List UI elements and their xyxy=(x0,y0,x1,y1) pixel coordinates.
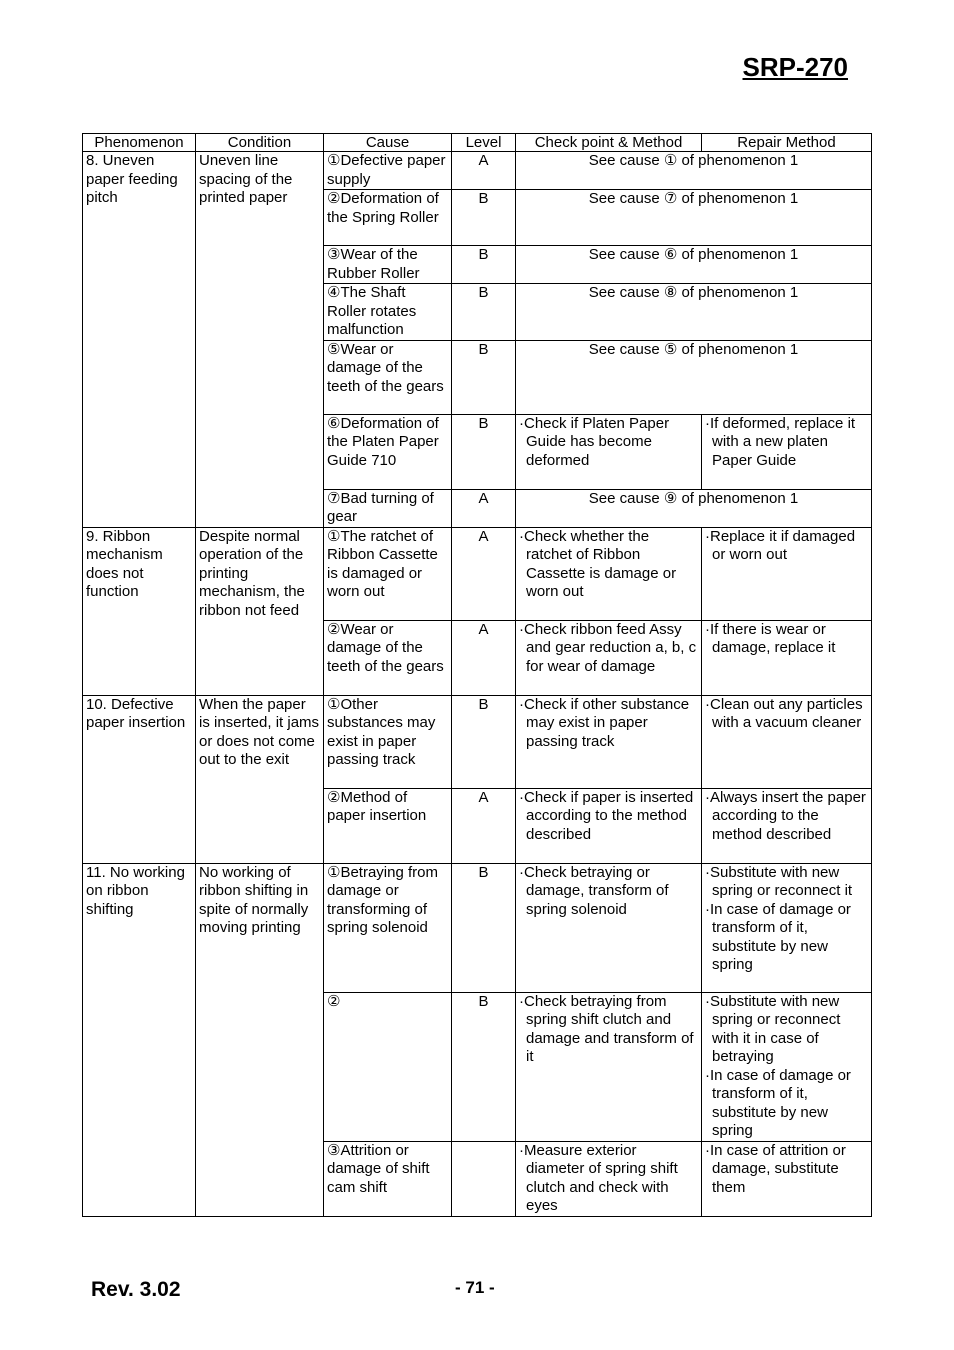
repair-method-cell xyxy=(702,695,872,788)
level-cell: B xyxy=(452,863,516,992)
phenomenon-cell: 8. Uneven paper feeding pitch xyxy=(83,152,196,528)
level-cell: B xyxy=(452,695,516,788)
repair-method-item: ·If there is wear or damage, replace it xyxy=(705,620,836,656)
table-row xyxy=(83,863,872,992)
check-method-item: ·Check ribbon feed Assy and gear reduction a, b, c for wear of damage xyxy=(519,620,697,675)
table-header-row xyxy=(83,134,872,152)
level-cell: B xyxy=(452,246,516,284)
condition-cell: When the paper is inserted, it jams or does not come out to the exit xyxy=(196,695,324,863)
repair-method-cell xyxy=(702,1141,872,1216)
repair-method-item: ·Substitute with new spring or reconnect it xyxy=(705,863,853,899)
repair-method-cell xyxy=(702,788,872,863)
level-cell: A xyxy=(452,788,516,863)
column-header-cause: Cause xyxy=(324,134,452,152)
table-row xyxy=(83,695,872,788)
check-method-cell xyxy=(516,863,702,992)
cause-cell: ②Wear or damage of the teeth of the gears xyxy=(324,620,452,695)
column-header-phenomenon: Phenomenon xyxy=(83,134,196,152)
column-header-level: Level xyxy=(452,134,516,152)
check-method-cell xyxy=(516,1141,702,1216)
cause-cell: ⑥Deformation of the Platen Paper Guide 710 xyxy=(324,414,452,489)
column-header-repair-method: Repair Method xyxy=(702,134,872,152)
table-body xyxy=(83,152,872,1217)
repair-method-cell xyxy=(702,992,872,1141)
cause-cell: ④The Shaft Roller rotates malfunction xyxy=(324,284,452,341)
reference-cell: See cause ⑨ of phenomenon 1 xyxy=(516,489,872,527)
level-cell: B xyxy=(452,284,516,341)
phenomenon-cell: 9. Ribbon mechanism does not function xyxy=(83,527,196,695)
repair-method-item: ·In case of damage or transform of it, substitute by new spring xyxy=(705,900,851,973)
check-method-cell xyxy=(516,620,702,695)
reference-cell: See cause ⑥ of phenomenon 1 xyxy=(516,246,872,284)
cause-cell: ①Other substances may exist in paper passing track xyxy=(324,695,452,788)
level-cell: A xyxy=(452,489,516,527)
condition-cell: Despite normal operation of the printing mechanism, the ribbon not feed xyxy=(196,527,324,695)
cause-cell: ①The ratchet of Ribbon Cassette is damaged or worn out xyxy=(324,527,452,620)
reference-cell: See cause ⑧ of phenomenon 1 xyxy=(516,284,872,341)
repair-method-item: ·Always insert the paper according to the method described xyxy=(705,788,866,843)
cause-cell: ①Betraying from damage or transforming of spring solenoid xyxy=(324,863,452,992)
repair-method-item: ·If deformed, replace it with a new platen Paper Guide xyxy=(705,414,856,469)
cause-cell: ⑤Wear or damage of the teeth of the gears xyxy=(324,340,452,414)
repair-method-item: ·Substitute with new spring or reconnect with it in case of betraying xyxy=(705,992,841,1065)
repair-method-cell xyxy=(702,527,872,620)
check-method-item: ·Check betraying from spring shift clutch and damage and transform of it xyxy=(519,992,694,1065)
check-method-cell xyxy=(516,414,702,489)
level-cell: B xyxy=(452,414,516,489)
repair-method-cell xyxy=(702,620,872,695)
check-method-item: ·Check if paper is inserted according to the method described xyxy=(519,788,694,843)
check-method-item: ·Check if other substance may exist in paper passing track xyxy=(519,695,690,750)
reference-cell: See cause ① of phenomenon 1 xyxy=(516,152,872,190)
level-cell: A xyxy=(452,527,516,620)
check-method-item: ·Check betraying or damage, transform of spring solenoid xyxy=(519,863,669,918)
cause-cell: ② xyxy=(324,992,452,1141)
cause-cell: ⑦Bad turning of gear xyxy=(324,489,452,527)
repair-method-cell xyxy=(702,414,872,489)
document-title: SRP-270 xyxy=(742,52,848,82)
check-method-cell xyxy=(516,992,702,1141)
page-number: - 71 - xyxy=(455,1278,495,1297)
phenomenon-cell: 11. No working on ribbon shifting xyxy=(83,863,196,1216)
troubleshooting-table xyxy=(82,133,872,1217)
condition-cell: Uneven line spacing of the printed paper xyxy=(196,152,324,528)
cause-cell: ②Deformation of the Spring Roller xyxy=(324,190,452,246)
cause-cell: ②Method of paper insertion xyxy=(324,788,452,863)
cause-cell: ①Defective paper supply xyxy=(324,152,452,190)
repair-method-cell xyxy=(702,863,872,992)
check-method-item: ·Measure exterior diameter of spring shift clutch and check with eyes xyxy=(519,1141,678,1214)
repair-method-item: ·Clean out any particles with a vacuum cleaner xyxy=(705,695,863,731)
level-cell xyxy=(452,1141,516,1216)
repair-method-item: ·In case of attrition or damage, substitute them xyxy=(705,1141,846,1196)
level-cell: A xyxy=(452,152,516,190)
table-row xyxy=(83,152,872,190)
level-cell: A xyxy=(452,620,516,695)
check-method-cell xyxy=(516,527,702,620)
repair-method-item: ·Replace it if damaged or worn out xyxy=(705,527,856,563)
reference-cell: See cause ⑦ of phenomenon 1 xyxy=(516,190,872,246)
level-cell: B xyxy=(452,190,516,246)
check-method-cell xyxy=(516,695,702,788)
table-row xyxy=(83,527,872,620)
revision-label: Rev. 3.02 xyxy=(91,1278,181,1301)
level-cell: B xyxy=(452,340,516,414)
repair-method-item: ·In case of damage or transform of it, substitute by new spring xyxy=(705,1066,851,1139)
cause-cell: ③Wear of the Rubber Roller xyxy=(324,246,452,284)
check-method-cell xyxy=(516,788,702,863)
phenomenon-cell: 10. Defective paper insertion xyxy=(83,695,196,863)
column-header-check-point: Check point & Method xyxy=(516,134,702,152)
check-method-item: ·Check whether the ratchet of Ribbon Cassette is damage or worn out xyxy=(519,527,677,600)
column-header-condition: Condition xyxy=(196,134,324,152)
reference-cell: See cause ⑤ of phenomenon 1 xyxy=(516,340,872,414)
check-method-item: ·Check if Platen Paper Guide has become deformed xyxy=(519,414,670,469)
level-cell: B xyxy=(452,992,516,1141)
condition-cell: No working of ribbon shifting in spite of normally moving printing xyxy=(196,863,324,1216)
cause-cell: ③Attrition or damage of shift cam shift xyxy=(324,1141,452,1216)
